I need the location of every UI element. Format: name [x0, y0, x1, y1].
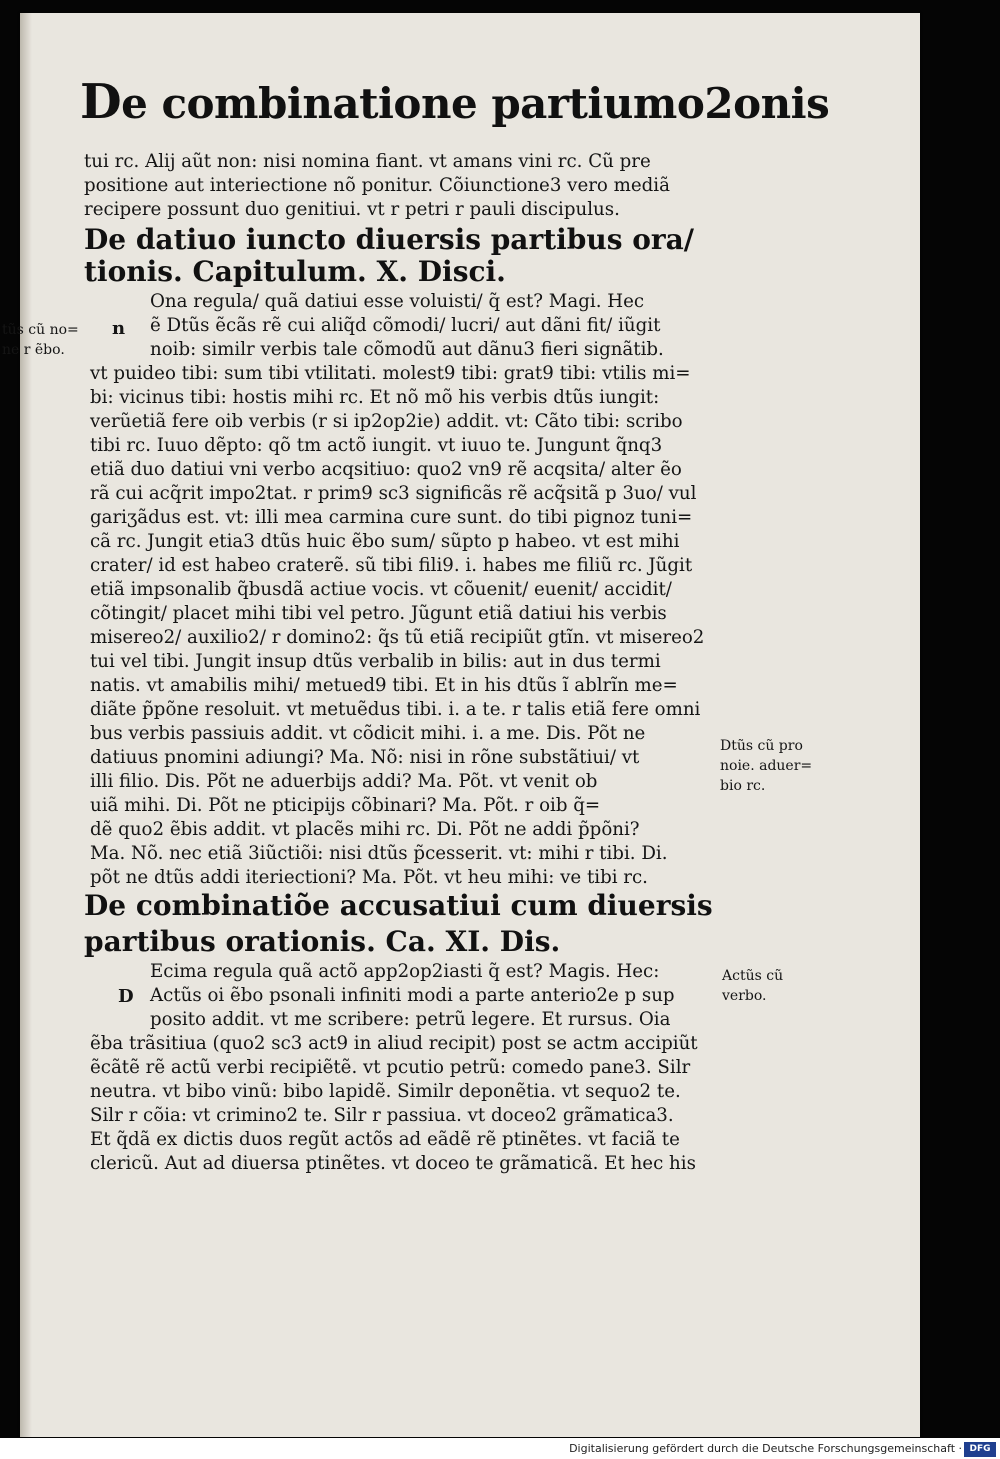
text-line: cõtingit/ placet mihi tibi vel petro. Jũgunt etiã datiui his verbis	[90, 603, 667, 624]
text-line: tibi rc. Iuuo dẽpto: qõ tm actõ iungit. vt iuuo te. Jungunt q̃nq3	[90, 435, 663, 456]
text-line: Actũs oi ẽbo psonali infiniti modi a parte anterio2e p sup	[150, 985, 675, 1006]
margin-line: tũs cũ no=	[2, 322, 79, 338]
text-line: dẽ quo2 ẽbis addit. vt placẽs mihi rc. Di. Põt ne addi p̃põni?	[90, 819, 640, 840]
margin-note-right-1	[720, 736, 812, 796]
text-line: Silr r cõia: vt crimino2 te. Silr r passiua. vt doceo2 grãmatica3.	[90, 1105, 674, 1126]
text-line: vt puideo tibi: sum tibi vtilitati. molest9 tibi: grat9 tibi: vtilis mi=	[90, 363, 691, 384]
page-edge	[20, 13, 32, 1437]
dfg-logo: DFG	[964, 1442, 996, 1457]
text-line: datiuus pnomini adiungi? Ma. Nõ: nisi in rõne substãtiui/ vt	[90, 747, 640, 768]
guide-letter: n	[112, 318, 126, 339]
text-line: noib: similr verbis tale cõmodũ aut dãnu3 fieri signãtib.	[150, 339, 664, 360]
margin-line: Actũs cũ	[722, 968, 784, 984]
text-line: clericũ. Aut ad diuersa ptinẽtes. vt doceo te grãmaticã. Et hec his	[90, 1153, 696, 1174]
text-line: Ecima regula quã actõ app2op2iasti q̃ est? Magis. Hec:	[150, 961, 660, 982]
text-line: bus verbis passiuis addit. vt cõdicit mihi. i. a me. Dis. Põt ne	[90, 723, 646, 744]
heading-line: De datiuo iuncto diuersis partibus ora/	[84, 223, 695, 256]
margin-line: Dtũs cũ pro	[720, 738, 803, 754]
margin-line: ne r ẽbo.	[2, 342, 65, 358]
text-line: uiã mihi. Di. Põt ne pticipijs cõbinari? Ma. Põt. r oib q̃=	[90, 795, 601, 816]
running-head	[80, 74, 830, 130]
running-head-text: e combinatione partiumo2onis	[121, 79, 830, 128]
margin-line: bio rc.	[720, 778, 766, 794]
text-line: tui rc. Alij aũt non: nisi nomina fiant. vt amans vini rc. Cũ pre	[84, 151, 651, 172]
paragraph-1	[84, 150, 670, 222]
text-line: verũetiã fere oib verbis (r si ip2op2ie) addit. vt: Cãto tibi: scribo	[90, 411, 683, 432]
text-line: Ona regula/ quã datiui esse voluisti/ q̃ est? Magi. Hec	[150, 291, 645, 312]
text-line: rã cui acq̃rit impo2tat. r prim9 sc3 significãs rẽ acq̃sitã p 3uo/ vul	[90, 483, 697, 504]
text-line: positione aut interiectione nõ ponitur. Cõiunctione3 vero mediã	[84, 175, 670, 196]
text-line: Ma. Nõ. nec etiã 3iũctiõi: nisi dtũs p̃cesserit. vt: mihi r tibi. Di.	[90, 843, 668, 864]
text-line: recipere possunt duo genitiui. vt r petri r pauli discipulus.	[84, 199, 620, 220]
text-line: neutra. vt bibo vinũ: bibo lapidẽ. Similr deponẽtia. vt sequo2 te.	[90, 1081, 681, 1102]
text-line: etiã impsonalib q̃busdã actiue vocis. vt cõuenit/ euenit/ accidit/	[90, 579, 672, 600]
margin-line: verbo.	[722, 988, 767, 1004]
paragraph-2-first	[150, 290, 664, 362]
chapter-heading-10	[84, 224, 694, 288]
text-line: natis. vt amabilis mihi/ metued9 tibi. Et in his dtũs ĩ ablrĩn me=	[90, 675, 678, 696]
funding-credit: Digitalisierung gefördert durch die Deutsche Forschungsgemeinschaft ·	[569, 1442, 962, 1455]
text-line: põt ne dtũs addi iteriectioni? Ma. Põt. vt heu mihi: ve tibi rc.	[90, 867, 648, 888]
text-line: posito addit. vt me scribere: petrũ legere. Et rursus. Oia	[150, 1009, 671, 1030]
text-line: cã rc. Jungit etia3 dtũs huic ẽbo sum/ sũpto p habeo. vt est mihi	[90, 531, 680, 552]
text-line: misereo2/ auxilio2/ r domino2: q̃s tũ etiã recipiũt gtĩn. vt misereo2	[90, 627, 705, 648]
margin-note-left	[2, 320, 79, 360]
chapter-heading-11	[84, 890, 713, 962]
paragraph-3-first	[150, 960, 675, 1032]
text-line: diãte p̃põne resoluit. vt metuẽdus tibi. i. a te. r talis etiã fere omni	[90, 699, 701, 720]
footer-bar	[0, 1438, 1000, 1459]
text-line: ẽba trãsitiua (quo2 sc3 act9 in aliud recipit) post se actm accipiũt	[90, 1033, 698, 1054]
text-line: crater/ id est habeo craterẽ. sũ tibi fili9. i. habes me filiũ rc. Jũgit	[90, 555, 693, 576]
text-line: ẽ Dtũs ẽcãs rẽ cui aliq̃d cõmodi/ lucri/ aut dãni fit/ iũgit	[150, 315, 661, 336]
text-line: bi: vicinus tibi: hostis mihi rc. Et nõ mõ his verbis dtũs iungit:	[90, 387, 660, 408]
heading-line: partibus orationis. Ca. XI. Dis.	[84, 925, 561, 958]
text-line: ẽcãtẽ rẽ actũ verbi recipiẽtẽ. vt pcutio petrũ: comedo pane3. Silr	[90, 1057, 691, 1078]
text-line: tui vel tibi. Jungit insup dtũs verbalib in bilis: aut in dus termi	[90, 651, 661, 672]
text-line: etiã duo datiui vni verbo acqsitiuo: quo2 vn9 rẽ acqsita/ alter ẽo	[90, 459, 682, 480]
margin-note-right-2	[722, 966, 783, 1006]
text-line: illi filio. Dis. Põt ne aduerbijs addi? Ma. Põt. vt venit ob	[90, 771, 598, 792]
heading-line: tionis. Capitulum. X. Disci.	[84, 255, 506, 288]
text-line: gariʒãdus est. vt: illi mea carmina cure sunt. do tibi pignoz tuni=	[90, 507, 693, 528]
paragraph-3	[90, 1032, 698, 1176]
heading-line: De combinatiõe accusatiui cum diuersis	[84, 889, 713, 922]
guide-letter: D	[118, 986, 134, 1007]
paragraph-2	[90, 362, 704, 890]
text-line: Et q̃dã ex dictis duos regũt actõs ad eãdẽ rẽ ptinẽtes. vt faciã te	[90, 1129, 680, 1150]
margin-line: noie. aduer=	[720, 758, 813, 774]
running-head-initial: D	[80, 74, 122, 130]
